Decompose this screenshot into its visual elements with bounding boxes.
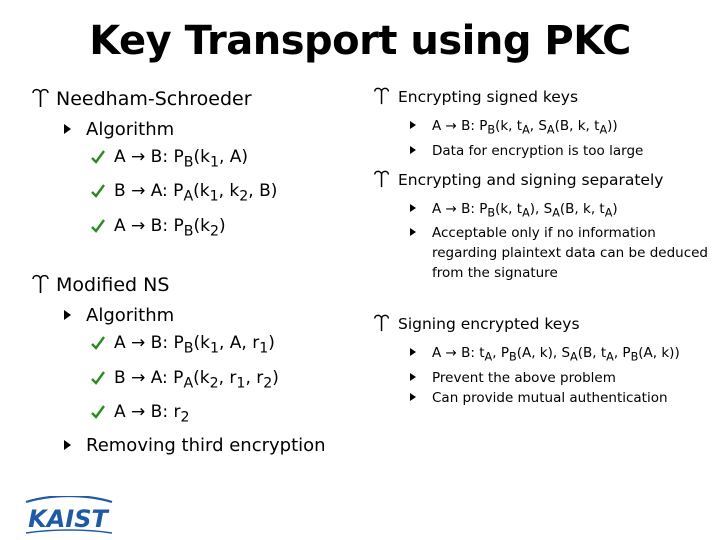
esk-item	[370, 141, 715, 161]
sek-item	[370, 343, 715, 368]
checkmark-bullet-icon	[90, 335, 106, 351]
triangle-bullet-icon	[410, 204, 416, 212]
eas-item	[370, 223, 715, 283]
svg-text:KAIST: KAIST	[28, 505, 108, 533]
ns-step	[28, 212, 358, 246]
mns-algorithm-label: Algorithm	[86, 305, 175, 327]
sek-item-1-text: A → B: $t_A$, $P_B(A$, k), $S_A(B$, $t_A$, $P_B(A$, k))	[432, 345, 680, 365]
ns-step-1-text: A → B: $P_B(k_1$, A)	[114, 147, 249, 171]
needham-schroeder-heading: Needham-Schroeder	[56, 88, 252, 110]
bullet-encrypting-signed-keys	[370, 86, 715, 108]
bullet-mns-note	[28, 432, 358, 459]
triangle-bullet-icon	[64, 440, 71, 450]
triangle-bullet-icon	[410, 121, 416, 129]
eas-heading: Encrypting and signing separately	[398, 170, 664, 189]
triangle-bullet-icon	[64, 124, 71, 134]
sek-item	[370, 368, 715, 388]
left-column	[28, 86, 358, 459]
curved-bullet-icon	[372, 313, 392, 333]
esk-item-1-text: A → B: $P_B(k$, $t_A$, $S_A(B$, k, $t_A$))	[432, 118, 618, 137]
slide-title: Key Transport using PKC	[89, 18, 631, 64]
mns-step	[28, 364, 358, 398]
triangle-bullet-icon	[410, 393, 416, 401]
mns-step	[28, 329, 358, 363]
esk-item	[370, 116, 715, 141]
eas-item-1-text: A → B: $P_B(k$, $t_A$), $S_A(B$, k, $t_A$)	[432, 200, 618, 220]
modified-ns-heading: Modified NS	[56, 274, 170, 297]
right-column	[370, 86, 715, 408]
triangle-bullet-icon	[410, 146, 416, 154]
ns-step-2-text: B → A: $P_A(k_1$, $k_2$, B)	[114, 181, 278, 205]
checkmark-bullet-icon	[90, 149, 106, 165]
bullet-ns-algorithm	[28, 116, 358, 143]
bullet-signing-encrypted-keys	[370, 313, 715, 335]
ns-step-3-text: A → B: $P_B(k_2)$	[114, 215, 226, 240]
triangle-bullet-icon	[410, 373, 416, 381]
sek-heading: Signing encrypted keys	[398, 315, 580, 334]
ns-algorithm-label: Algorithm	[86, 119, 175, 140]
checkmark-bullet-icon	[90, 370, 106, 386]
curved-bullet-icon	[30, 87, 52, 109]
sek-item-2-text: Prevent the above problem	[432, 370, 616, 387]
bullet-modified-ns	[28, 272, 358, 298]
mns-step	[28, 398, 358, 432]
eas-item	[370, 199, 715, 224]
esk-item-2-text: Data for encryption is too large	[432, 142, 644, 159]
bullet-encrypting-and-signing	[370, 169, 715, 191]
triangle-bullet-icon	[410, 228, 416, 236]
mns-step-1-text: A → B: $P_B(k_1$, A, $r_1$)	[114, 333, 275, 357]
checkmark-bullet-icon	[90, 183, 106, 199]
curved-bullet-icon	[372, 86, 392, 106]
triangle-bullet-icon	[410, 348, 416, 356]
curved-bullet-icon	[372, 169, 392, 189]
kaist-logo	[22, 496, 114, 536]
triangle-bullet-icon	[64, 310, 71, 320]
bullet-needham-schroeder	[28, 86, 358, 112]
ns-step	[28, 143, 358, 177]
esk-heading: Encrypting signed keys	[398, 88, 579, 106]
checkmark-bullet-icon	[90, 404, 106, 420]
sek-item-3-text: Can provide mutual authentication	[432, 390, 668, 407]
ns-step	[28, 177, 358, 211]
mns-step-2-text: B → A: $P_A(k_2$, $r_1$, $r_2$)	[114, 367, 279, 391]
bullet-mns-algorithm	[28, 302, 358, 329]
checkmark-bullet-icon	[90, 218, 106, 234]
curved-bullet-icon	[30, 273, 52, 295]
sek-item	[370, 388, 715, 408]
eas-item-2-text: Acceptable only if no information regarding plaintext data can be deduced from the signature	[432, 225, 708, 282]
mns-note-text: Removing third encryption	[86, 435, 326, 457]
mns-step-3-text: A → B: $r_2$	[114, 401, 190, 426]
